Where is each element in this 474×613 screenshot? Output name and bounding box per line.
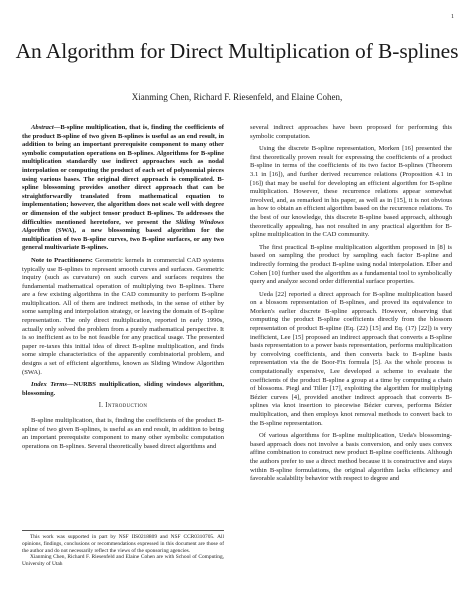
paper-title: An Algorithm for Direct Multiplication of B-splines: [15, 39, 459, 63]
abstract-emphasis: Sliding Windows Algorithm: [22, 218, 224, 235]
paragraph-continued: several indirect approaches have been proposed for performing this symbolic computation.: [250, 124, 452, 140]
paragraph-first-practical: The first practical B-spline multiplication algorithm proposed in [8] is based on sampling the product by sampling each factor B-spline and indirectly forming the product B-spline using nodal interpolation. Elber and Cohen [10] further used the algorithm as a fundamental tool to symbolically query and analyze second order differential surface properties.: [250, 243, 452, 286]
left-column: [22, 124, 224, 455]
paragraph-ueda: Ueda [22] reported a direct approach for B-spline multiplication based on a blossom representation of B-splines, and proved its equivalence to Morken's earlier discrete B-spline approach. However, observing that computing the product B-spline coefficients directly from the blossom representation of product B-spline (Eq. (22) [15] and Eq. (17) [22]) is very inefficient, Lee [15] proposed an indirect approach that converts a B-spline basis representation to a power basis representation, performs multiplication by convolving coefficients, and then converts back to B-spline basis representation via the de Boor-Fix formula [5]. As the whole process is computationally expensive, Lee developed a scheme to evaluate the coefficients of the product B-spline a group at a time by computing a chain of blossoms. Piegl and Tiller [17], exploiting the algorithm for multiplying Bézier curves [4], provided another indirect approach that converts B-splines via knot insertion to piecewise Bézier curves, performs Bézier multiplication, and then employs knot removal methods to convert back to the B-spline representation.: [250, 290, 452, 427]
abstract-lead: Abstract: [31, 124, 54, 131]
index-terms-text: —NURBS multiplication, sliding windows algorithm, blossoming.: [22, 381, 225, 397]
page-number: 1: [451, 14, 454, 20]
footnote-funding: This work was supported in part by NSF IIS0218809 and NSF CCR0310705. All opinions, findings, conclusions or recommendations expressed in this document are those of the author and do not necessarily reflect the views of the sponsoring agencies.: [22, 534, 224, 554]
paragraph-morken: Using the discrete B-spline representation, Morken [16] presented the first theoretically proven result for expressing the coefficients of a product B-spline in terms of the coefficients of its two factor B-splines (Theorem 3.1 in [16]), and further derived recurrence relations (Proposition 4.1 in [16]) that may be useful for developing an efficient algorithm for B-spline multiplication. However, these recurrence relations appear somewhat involved, and, as remarked in his paper, as well as in [15], it is not obvious as how to obtain an efficient algorithm based on the recurrence relations. To the best of our knowledge, this discrete B-spline based approach, although theoretically appealing, has not resulted in any practical algorithm for B-spline multiplication in the CAD community.: [250, 145, 452, 239]
paragraph-various-algorithms: Of various algorithms for B-spline multiplication, Ueda's blossoming-based approach does not involve a basis conversion, and only uses convex affine combination to construct new product B-spline coefficients. Although the authors prefer to use a direct method because it is constructive and stays within B-spline formulations, the original algorithm lacks efficiency and favorable scalability behavior with respect to degree and: [250, 432, 452, 483]
practitioners-lead: Note to Practitioners:: [31, 256, 93, 264]
index-terms-lead: Index Terms: [31, 381, 67, 389]
section-heading-introduction: I. Introduction: [98, 402, 148, 410]
author-list: Xianming Chen, Richard F. Riesenfeld, and Elaine Cohen,: [131, 92, 343, 102]
practitioners-text: Geometric kernels in commercial CAD systems typically use B-splines to represent smooth curves and surfaces. Geometric inquiry (such as curvature) on such curves and surfaces requires the fundamental mathematical operation of multiplying two B-splines. There are a few existing algorithms in the CAD community to perform B-spline multiplication. All of them are indirect methods, in the sense of either by some sampling and interpolation strategy, or leaving the domain of B-spline representation. The only direct multiplication, reported in early 1990s, actually only solved the problem from a purely mathematical perspective. It is so inefficient as to be not feasible for any practical usage. The presented paper re-taxes this initial idea of direct B-spline multiplication, and finds some simple characteristics of the apparently combinatorial problem, and designs a set of efficient algorithms, known as Sliding Window Algorithm (SWA).: [22, 256, 224, 376]
note-to-practitioners: [22, 257, 224, 377]
index-terms: [22, 381, 224, 398]
abstract-text-end: (SWA), a new blossoming based algorithm for the multiplication of two B-spline curves, two B-spline surfaces, or any two general multivariate B-splines.: [22, 227, 224, 252]
abstract-text: —B-spline multiplication, that is, finding the coefficients of the product B-spline of two given B-splines is useful as an end result, in addition to being an important prerequisite component to many other symbolic computation operations on B-splines. Algorithms for B-spline multiplication standardly use indirect approaches such as nodal interpolation or computing the product of each set of polynomial pieces using various bases. The original direct approach is complicated. B-spline blossoming provides another direct approach that can be straightforwardly translated from mathematical equation to implementation; however, the algorithm does not scale well with degree or dimension of the subject tensor product B-splines. To addresses the difficulties mentioned heretofore, we present the: [22, 124, 224, 226]
right-column: [250, 124, 452, 488]
intro-paragraph-left: B-spline multiplication, that is, finding the coefficients of the product B-spline of two given B-splines, is useful as an end result, in addition to being an important prerequisite component to many other symbolic computation operations on B-splines. Several theoretically based direct algorithms and: [22, 417, 224, 450]
footnotes: [22, 530, 224, 568]
footnote-affiliation: Xianming Chen, Richard F. Riesenfeld and Elaine Cohen are with School of Computing, University of Utah: [22, 554, 224, 568]
abstract: [22, 124, 224, 253]
